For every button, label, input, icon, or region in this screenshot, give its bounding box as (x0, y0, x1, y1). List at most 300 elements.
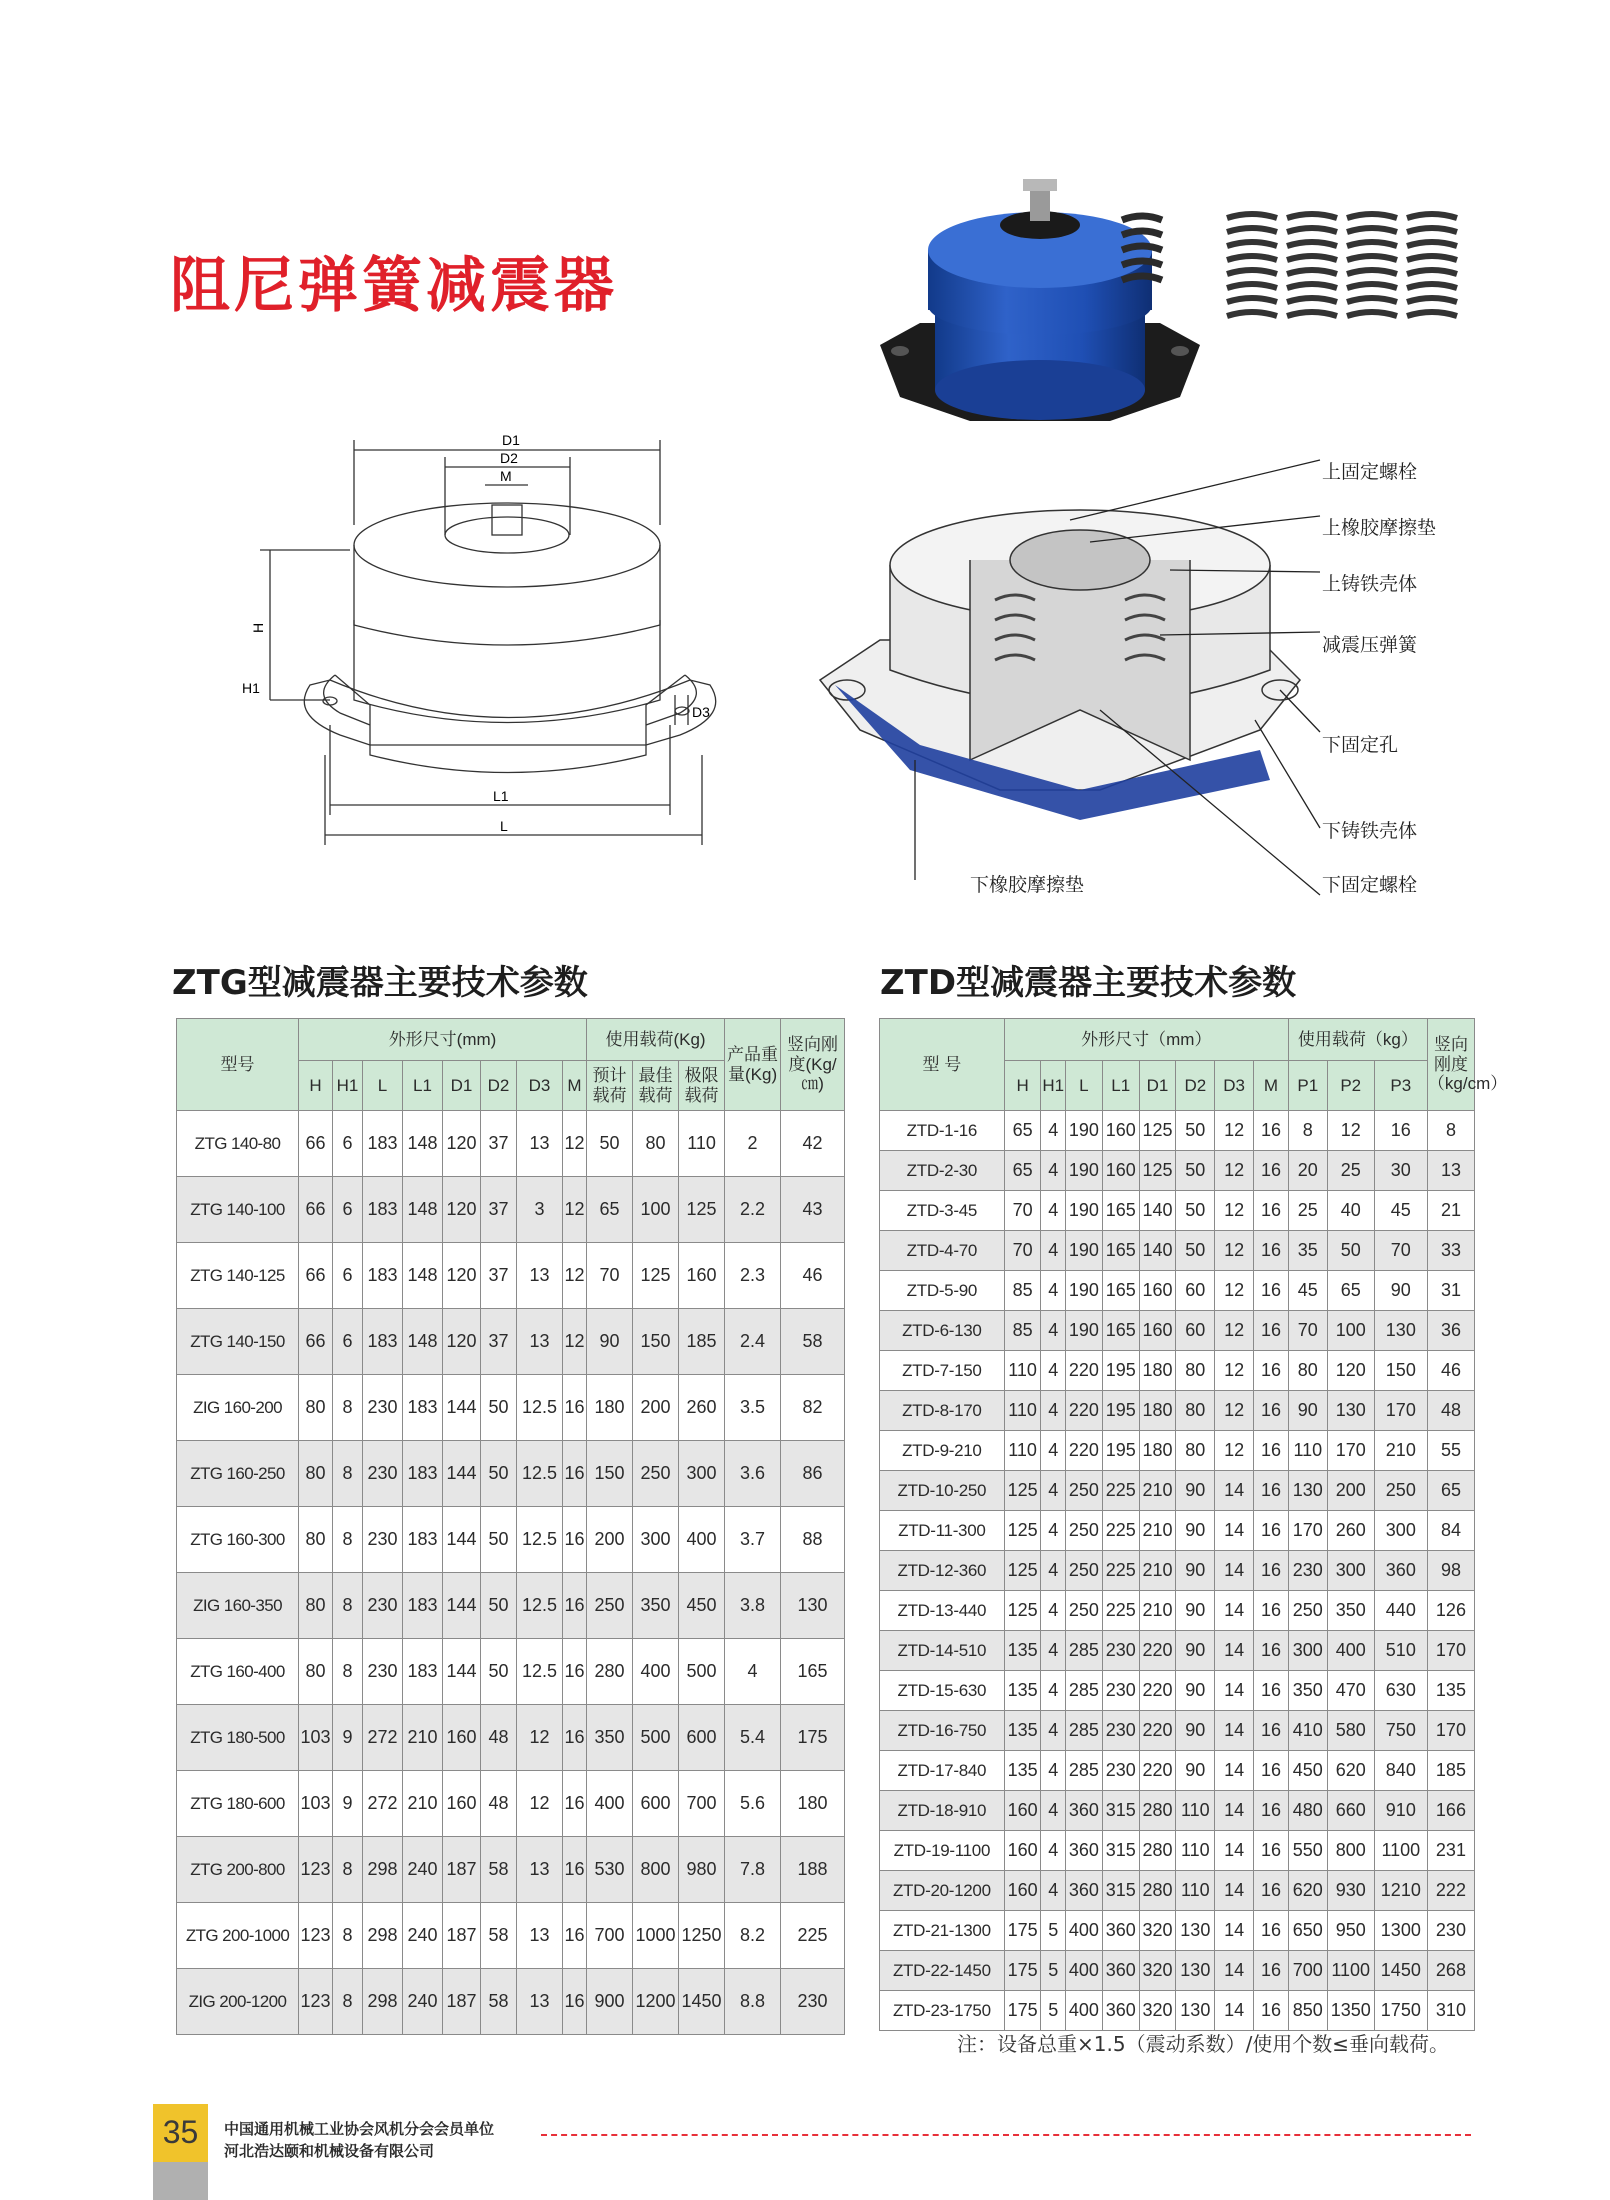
label-h1: H1 (242, 680, 260, 696)
value-cell: 180 (1139, 1351, 1176, 1391)
value-cell: 9 (333, 1771, 363, 1837)
model-cell: ZTD-4-70 (880, 1231, 1005, 1271)
value-cell: 230 (363, 1639, 403, 1705)
value-cell: 48 (1427, 1391, 1474, 1431)
table-row (177, 1243, 845, 1309)
value-cell: 580 (1327, 1711, 1374, 1751)
value-cell: 70 (1288, 1311, 1327, 1351)
value-cell: 12 (563, 1309, 587, 1375)
value-cell: 50 (1327, 1231, 1374, 1271)
value-cell: 144 (443, 1441, 481, 1507)
table-row (177, 1837, 845, 1903)
value-cell: 14 (1215, 1791, 1254, 1831)
value-cell: 300 (1288, 1631, 1327, 1671)
table-row (177, 1639, 845, 1705)
value-cell: 110 (1176, 1871, 1215, 1911)
table-row (880, 1911, 1475, 1951)
model-cell: ZTG 140-125 (177, 1243, 299, 1309)
ztd-section-title: ZTD型减震器主要技术参数 (880, 963, 1297, 1003)
model-cell: ZIG 160-350 (177, 1573, 299, 1639)
value-cell: 90 (1176, 1671, 1215, 1711)
value-cell: 8 (333, 1837, 363, 1903)
value-cell: 66 (299, 1243, 333, 1309)
value-cell: 850 (1288, 1991, 1327, 2031)
value-cell: 45 (1374, 1191, 1427, 1231)
model-cell: ZTD-9-210 (880, 1431, 1005, 1471)
value-cell: 16 (1254, 1871, 1289, 1911)
table-row (880, 1591, 1475, 1631)
table-row (880, 1311, 1475, 1351)
value-cell: 70 (587, 1243, 633, 1309)
value-cell: 144 (443, 1639, 481, 1705)
table-row (880, 1191, 1475, 1231)
value-cell: 230 (363, 1573, 403, 1639)
value-cell: 230 (1288, 1551, 1327, 1591)
value-cell: 298 (363, 1903, 403, 1969)
value-cell: 66 (299, 1309, 333, 1375)
table-row (880, 1511, 1475, 1551)
value-cell: 33 (1427, 1231, 1474, 1271)
footer-association: 中国通用机械工业协会风机分会会员单位 (224, 2120, 495, 2138)
value-cell: 1000 (633, 1903, 679, 1969)
value-cell: 16 (1254, 1551, 1289, 1591)
value-cell: 170 (1288, 1511, 1327, 1551)
table-row (880, 1551, 1475, 1591)
value-cell: 285 (1066, 1631, 1103, 1671)
value-cell: 190 (1066, 1271, 1103, 1311)
value-cell: 90 (1176, 1711, 1215, 1751)
value-cell: 183 (363, 1177, 403, 1243)
value-cell: 125 (1004, 1551, 1041, 1591)
value-cell: 410 (1288, 1711, 1327, 1751)
value-cell: 4 (1041, 1311, 1066, 1351)
model-cell: ZTG 160-300 (177, 1507, 299, 1573)
model-cell: ZTG 180-500 (177, 1705, 299, 1771)
value-cell: 50 (587, 1111, 633, 1177)
value-cell: 103 (299, 1705, 333, 1771)
value-cell: 222 (1427, 1871, 1474, 1911)
value-cell: 16 (1374, 1111, 1427, 1151)
value-cell: 12 (1215, 1391, 1254, 1431)
value-cell: 13 (517, 1837, 563, 1903)
value-cell: 250 (1066, 1471, 1103, 1511)
value-cell: 90 (1176, 1511, 1215, 1551)
value-cell: 80 (1176, 1391, 1215, 1431)
value-cell: 210 (1374, 1431, 1427, 1471)
value-cell: 25 (1288, 1191, 1327, 1231)
label-l1: L1 (493, 788, 509, 804)
value-cell: 2.2 (725, 1177, 781, 1243)
value-cell: 148 (403, 1243, 443, 1309)
model-cell: ZTD-15-630 (880, 1671, 1005, 1711)
value-cell: 16 (1254, 1631, 1289, 1671)
value-cell: 50 (481, 1507, 517, 1573)
value-cell: 37 (481, 1111, 517, 1177)
value-cell: 250 (1288, 1591, 1327, 1631)
value-cell: 12 (1215, 1111, 1254, 1151)
value-cell: 4 (1041, 1151, 1066, 1191)
value-cell: 16 (1254, 1751, 1289, 1791)
value-cell: 70 (1004, 1191, 1041, 1231)
value-cell: 13 (517, 1903, 563, 1969)
table-row (880, 1631, 1475, 1671)
value-cell: 187 (443, 1969, 481, 2035)
value-cell: 450 (1288, 1751, 1327, 1791)
value-cell: 210 (403, 1705, 443, 1771)
value-cell: 43 (781, 1177, 845, 1243)
value-cell: 195 (1102, 1431, 1139, 1471)
value-cell: 280 (1139, 1871, 1176, 1911)
value-cell: 12 (517, 1771, 563, 1837)
value-cell: 12 (1215, 1151, 1254, 1191)
value-cell: 80 (299, 1375, 333, 1441)
value-cell: 470 (1327, 1671, 1374, 1711)
value-cell: 42 (781, 1111, 845, 1177)
model-cell: ZTG 160-400 (177, 1639, 299, 1705)
value-cell: 14 (1215, 1631, 1254, 1671)
value-cell: 110 (1176, 1791, 1215, 1831)
page-title: 阻尼弹簧减震器 (170, 251, 618, 321)
table-row (177, 1705, 845, 1771)
value-cell: 300 (1327, 1551, 1374, 1591)
value-cell: 8 (333, 1573, 363, 1639)
ztd-subheader-load: P1 (1288, 1061, 1327, 1111)
callout-spring: 减震压弹簧 (1322, 634, 1418, 656)
ztg-header-weight: 产品重量(Kg) (725, 1019, 781, 1111)
value-cell: 620 (1288, 1871, 1327, 1911)
value-cell: 16 (1254, 1951, 1289, 1991)
value-cell: 16 (1254, 1111, 1289, 1151)
value-cell: 4 (1041, 1231, 1066, 1271)
callout-upper-housing: 上铸铁壳体 (1322, 573, 1418, 595)
value-cell: 12.5 (517, 1441, 563, 1507)
value-cell: 123 (299, 1969, 333, 2035)
value-cell: 150 (1374, 1351, 1427, 1391)
ztg-header-model: 型号 (177, 1019, 299, 1111)
value-cell: 14 (1215, 1951, 1254, 1991)
value-cell: 220 (1066, 1391, 1103, 1431)
value-cell: 240 (403, 1903, 443, 1969)
value-cell: 8 (333, 1375, 363, 1441)
value-cell: 210 (1139, 1511, 1176, 1551)
value-cell: 4 (1041, 1391, 1066, 1431)
value-cell: 16 (1254, 1711, 1289, 1751)
table-row (880, 1471, 1475, 1511)
value-cell: 310 (1427, 1991, 1474, 2031)
value-cell: 225 (1102, 1551, 1139, 1591)
value-cell: 5.6 (725, 1771, 781, 1837)
table-row (177, 1441, 845, 1507)
value-cell: 16 (563, 1969, 587, 2035)
value-cell: 1750 (1374, 1991, 1427, 2031)
value-cell: 4 (1041, 1831, 1066, 1871)
value-cell: 320 (1139, 1991, 1176, 2031)
value-cell: 4 (1041, 1591, 1066, 1631)
value-cell: 190 (1066, 1311, 1103, 1351)
value-cell: 13 (517, 1111, 563, 1177)
value-cell: 280 (1139, 1831, 1176, 1871)
value-cell: 90 (1176, 1751, 1215, 1791)
value-cell: 480 (1288, 1791, 1327, 1831)
value-cell: 4 (1041, 1511, 1066, 1551)
table-row (880, 1711, 1475, 1751)
value-cell: 315 (1102, 1871, 1139, 1911)
value-cell: 620 (1327, 1751, 1374, 1791)
value-cell: 840 (1374, 1751, 1427, 1791)
value-cell: 183 (403, 1507, 443, 1573)
value-cell: 12.5 (517, 1375, 563, 1441)
page-number-badge (153, 2104, 208, 2200)
value-cell: 8.8 (725, 1969, 781, 2035)
value-cell: 183 (363, 1243, 403, 1309)
value-cell: 130 (1374, 1311, 1427, 1351)
value-cell: 16 (1254, 1831, 1289, 1871)
value-cell: 50 (481, 1573, 517, 1639)
value-cell: 13 (1427, 1151, 1474, 1191)
value-cell: 165 (1102, 1231, 1139, 1271)
value-cell: 14 (1215, 1511, 1254, 1551)
value-cell: 80 (299, 1507, 333, 1573)
table-row (177, 1903, 845, 1969)
value-cell: 90 (1374, 1271, 1427, 1311)
value-cell: 8 (333, 1639, 363, 1705)
value-cell: 16 (563, 1507, 587, 1573)
value-cell: 70 (1004, 1231, 1041, 1271)
value-cell: 225 (781, 1903, 845, 1969)
value-cell: 400 (587, 1771, 633, 1837)
ztd-subheader-load: P3 (1374, 1061, 1427, 1111)
table-row (880, 1791, 1475, 1831)
value-cell: 20 (1288, 1151, 1327, 1191)
value-cell: 14 (1215, 1551, 1254, 1591)
value-cell: 360 (1066, 1831, 1103, 1871)
value-cell: 4 (1041, 1671, 1066, 1711)
value-cell: 65 (1004, 1111, 1041, 1151)
value-cell: 230 (363, 1441, 403, 1507)
value-cell: 16 (563, 1639, 587, 1705)
value-cell: 230 (363, 1375, 403, 1441)
value-cell: 231 (1427, 1831, 1474, 1871)
value-cell: 280 (1139, 1791, 1176, 1831)
label-h: H (250, 622, 266, 633)
value-cell: 144 (443, 1375, 481, 1441)
ztg-subheader-dim: D3 (517, 1061, 563, 1111)
table-row (177, 1309, 845, 1375)
value-cell: 1350 (1327, 1991, 1374, 2031)
value-cell: 125 (1004, 1471, 1041, 1511)
value-cell: 12 (517, 1705, 563, 1771)
value-cell: 16 (1254, 1471, 1289, 1511)
value-cell: 8 (333, 1969, 363, 2035)
value-cell: 280 (587, 1639, 633, 1705)
value-cell: 16 (1254, 1511, 1289, 1551)
value-cell: 230 (1427, 1911, 1474, 1951)
ztg-subheader-dim: L1 (403, 1061, 443, 1111)
value-cell: 120 (443, 1309, 481, 1375)
value-cell: 50 (1176, 1231, 1215, 1271)
value-cell: 110 (1176, 1831, 1215, 1871)
ztd-subheader-dim: D2 (1176, 1061, 1215, 1111)
value-cell: 285 (1066, 1711, 1103, 1751)
value-cell: 360 (1102, 1951, 1139, 1991)
value-cell: 400 (679, 1507, 725, 1573)
badge-grey-block (153, 2162, 208, 2200)
value-cell: 130 (1176, 1991, 1215, 2031)
value-cell: 125 (633, 1243, 679, 1309)
value-cell: 13 (517, 1969, 563, 2035)
value-cell: 240 (403, 1837, 443, 1903)
value-cell: 4 (1041, 1351, 1066, 1391)
value-cell: 285 (1066, 1671, 1103, 1711)
table-row (177, 1375, 845, 1441)
value-cell: 5 (1041, 1991, 1066, 2031)
ztg-subheader-dim: H (299, 1061, 333, 1111)
value-cell: 4 (1041, 1111, 1066, 1151)
value-cell: 125 (1004, 1511, 1041, 1551)
value-cell: 2.4 (725, 1309, 781, 1375)
value-cell: 8 (1288, 1111, 1327, 1151)
value-cell: 166 (1427, 1791, 1474, 1831)
value-cell: 14 (1215, 1911, 1254, 1951)
value-cell: 4 (1041, 1551, 1066, 1591)
value-cell: 3.7 (725, 1507, 781, 1573)
value-cell: 16 (1254, 1151, 1289, 1191)
value-cell: 82 (781, 1375, 845, 1441)
table-row (880, 1271, 1475, 1311)
value-cell: 225 (1102, 1471, 1139, 1511)
value-cell: 16 (1254, 1591, 1289, 1631)
value-cell: 187 (443, 1903, 481, 1969)
value-cell: 16 (563, 1573, 587, 1639)
value-cell: 298 (363, 1969, 403, 2035)
value-cell: 250 (1374, 1471, 1427, 1511)
value-cell: 4 (1041, 1191, 1066, 1231)
value-cell: 12.5 (517, 1573, 563, 1639)
value-cell: 510 (1374, 1631, 1427, 1671)
table-row (880, 1111, 1475, 1151)
value-cell: 350 (1327, 1591, 1374, 1631)
callout-lower-housing: 下铸铁壳体 (1322, 820, 1418, 842)
value-cell: 14 (1215, 1471, 1254, 1511)
table-row (880, 1991, 1475, 2031)
model-cell: ZTD-8-170 (880, 1391, 1005, 1431)
table-row (880, 1871, 1475, 1911)
value-cell: 4 (1041, 1471, 1066, 1511)
value-cell: 80 (1288, 1351, 1327, 1391)
ztg-subheader-dim: H1 (333, 1061, 363, 1111)
value-cell: 12 (563, 1177, 587, 1243)
value-cell: 130 (1176, 1911, 1215, 1951)
table-row (880, 1351, 1475, 1391)
value-cell: 285 (1066, 1751, 1103, 1791)
value-cell: 4 (1041, 1431, 1066, 1471)
value-cell: 240 (403, 1969, 443, 2035)
value-cell: 16 (1254, 1231, 1289, 1271)
value-cell: 37 (481, 1309, 517, 1375)
value-cell: 130 (1176, 1951, 1215, 1991)
value-cell: 230 (1102, 1631, 1139, 1671)
dimension-drawing (242, 425, 720, 860)
table-row (880, 1231, 1475, 1271)
value-cell: 160 (1102, 1111, 1139, 1151)
model-cell: ZTD-23-1750 (880, 1991, 1005, 2031)
value-cell: 185 (679, 1309, 725, 1375)
value-cell: 4 (1041, 1711, 1066, 1751)
value-cell: 1300 (1374, 1911, 1427, 1951)
value-cell: 8 (333, 1441, 363, 1507)
ztd-header-stiffness: 竖向刚度（kg/cm） (1427, 1019, 1474, 1111)
value-cell: 88 (781, 1507, 845, 1573)
value-cell: 230 (1102, 1711, 1139, 1751)
value-cell: 14 (1215, 1751, 1254, 1791)
value-cell: 46 (781, 1243, 845, 1309)
ztg-section-title: ZTG型减震器主要技术参数 (172, 963, 588, 1003)
model-cell: ZIG 200-1200 (177, 1969, 299, 2035)
value-cell: 170 (1427, 1631, 1474, 1671)
value-cell: 800 (633, 1837, 679, 1903)
value-cell: 360 (1066, 1871, 1103, 1911)
ztg-subheader-load: 预计载荷 (587, 1061, 633, 1111)
label-l: L (500, 818, 508, 834)
value-cell: 37 (481, 1177, 517, 1243)
value-cell: 70 (1374, 1231, 1427, 1271)
value-cell: 16 (1254, 1271, 1289, 1311)
value-cell: 4 (1041, 1871, 1066, 1911)
value-cell: 220 (1139, 1631, 1176, 1671)
value-cell: 165 (1102, 1191, 1139, 1231)
model-cell: ZTD-16-750 (880, 1711, 1005, 1751)
value-cell: 187 (443, 1837, 481, 1903)
value-cell: 660 (1327, 1791, 1374, 1831)
cutaway-diagram (800, 460, 1320, 900)
callout-lower-rubber-pad: 下橡胶摩擦垫 (970, 874, 1085, 896)
value-cell: 80 (299, 1441, 333, 1507)
value-cell: 12 (1215, 1271, 1254, 1311)
value-cell: 120 (443, 1177, 481, 1243)
value-cell: 1450 (679, 1969, 725, 2035)
value-cell: 185 (1427, 1751, 1474, 1791)
value-cell: 165 (781, 1639, 845, 1705)
value-cell: 135 (1004, 1711, 1041, 1751)
model-cell: ZTD-22-1450 (880, 1951, 1005, 1991)
value-cell: 130 (1327, 1391, 1374, 1431)
value-cell: 21 (1427, 1191, 1474, 1231)
model-cell: ZTD-18-910 (880, 1791, 1005, 1831)
ztg-subheader-load: 极限载荷 (679, 1061, 725, 1111)
value-cell: 16 (1254, 1431, 1289, 1471)
ztd-subheader-dim: L1 (1102, 1061, 1139, 1111)
model-cell: ZTG 140-150 (177, 1309, 299, 1375)
value-cell: 900 (587, 1969, 633, 2035)
table-row (880, 1391, 1475, 1431)
value-cell: 400 (1066, 1991, 1103, 2031)
value-cell: 910 (1374, 1791, 1427, 1831)
value-cell: 195 (1102, 1351, 1139, 1391)
value-cell: 12 (563, 1111, 587, 1177)
value-cell: 5 (1041, 1911, 1066, 1951)
value-cell: 84 (1427, 1511, 1474, 1551)
table-row (177, 1969, 845, 2035)
value-cell: 5.4 (725, 1705, 781, 1771)
value-cell: 1200 (633, 1969, 679, 2035)
ztd-subheader-dim: D1 (1139, 1061, 1176, 1111)
ztd-header-load: 使用载荷（kg） (1288, 1019, 1427, 1061)
value-cell: 120 (443, 1243, 481, 1309)
value-cell: 950 (1327, 1911, 1374, 1951)
value-cell: 14 (1215, 1871, 1254, 1911)
value-cell: 16 (1254, 1991, 1289, 2031)
value-cell: 190 (1066, 1111, 1103, 1151)
